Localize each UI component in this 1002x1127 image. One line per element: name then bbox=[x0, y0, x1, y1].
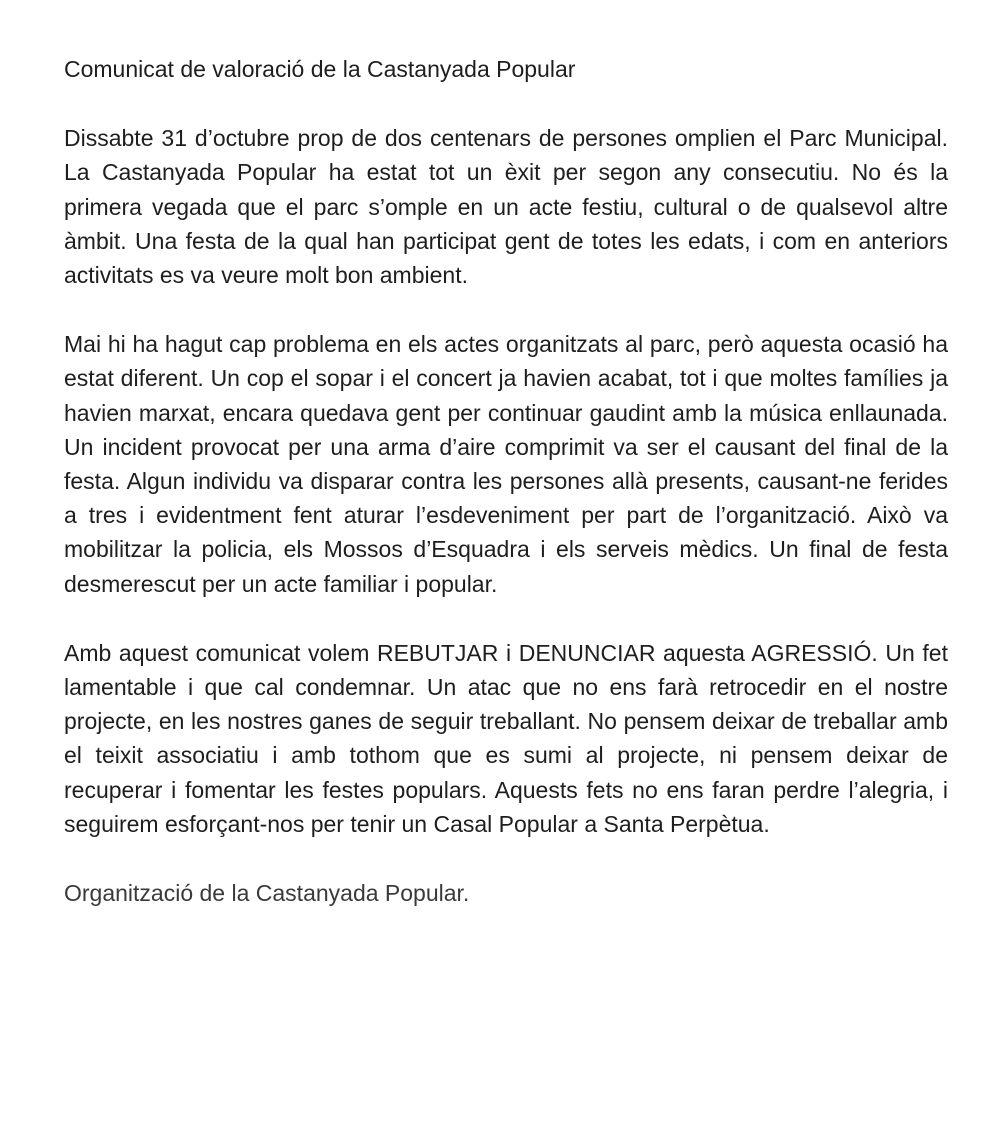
paragraph-denunciation: Amb aquest comunicat volem REBUTJAR i DENUNCIAR aquesta AGRESSIÓ. Un fet lamentable i que cal condemnar. Un atac que no ens farà retrocedir en el nostre projecte, en les nostres ganes de seguir treballant. No pensem deixar de treballar amb el teixit associatiu i amb tothom que es sumi al projecte, ni pensem deixar de recuperar i fomentar les festes populars. Aquests fets no ens faran perdre l’alegria, i seguirem esforçant-nos per tenir un Casal Popular a Santa Perpètua. bbox=[64, 639, 948, 837]
paragraph-event-summary: Dissabte 31 d’octubre prop de dos centenars de persones omplien el Parc Municipal. La Castanyada Popular ha estat tot un èxit per segon any consecutiu. No és la primera vegada que el parc s’omple en un acte festiu, cultural o de qualsevol altre àmbit. Una festa de la qual han participat gent de totes les edats, i com en anteriors activitats es va veure molt bon ambient. bbox=[64, 125, 948, 289]
document-signature: Organització de la Castanyada Popular. bbox=[64, 880, 470, 907]
paragraph-incident: Mai hi ha hagut cap problema en els actes organitzats al parc, però aquesta ocasió ha estat diferent. Un cop el sopar i el concert ja havien acabat, tot i que moltes famílies ja havien marxat, encara quedava gent per continuar gaudint amb la música enllaunada. Un incident provocat per una arma d’aire comprimit va ser el causant del final de la festa. Algun individu va disparar contra les persones allà presents, causant-ne ferides a tres i evidentment fent aturar l’esdeveniment per part de l’organització. Això va mobilitzar la policia, els Mossos d’Esquadra i els serveis mèdics. Un final de festa desmerescut per un acte familiar i popular. bbox=[64, 331, 948, 597]
document-body bbox=[64, 52, 948, 910]
document-title: Comunicat de valoració de la Castanyada Popular bbox=[64, 56, 576, 82]
